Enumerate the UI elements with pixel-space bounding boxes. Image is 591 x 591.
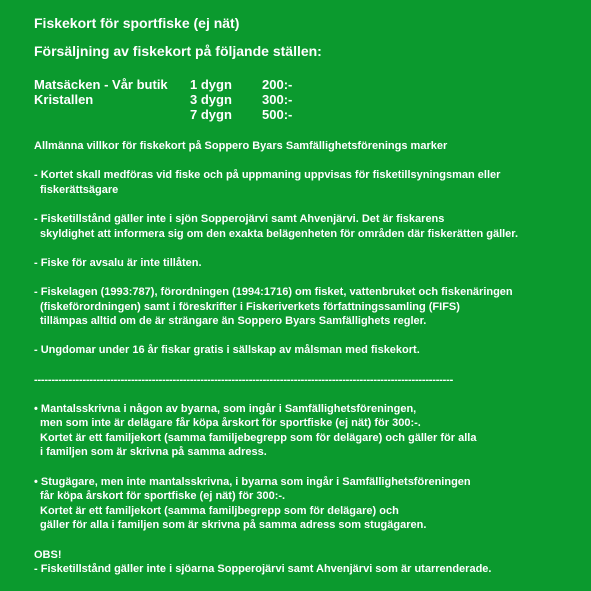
shop-name: Kristallen [34,92,94,107]
price-row [190,77,292,92]
bullet-line: gäller för alla i familjen som är skrivna på samma adress som stugägaren. [40,519,427,532]
price-list [190,77,292,122]
bullet-line: • Stugägare, men inte mantalsskrivna, i byarna som ingår i Samfällighetsföreningen [34,475,471,488]
page-title: Fiskekort för sportfiske (ej nät) [34,15,240,31]
price-amount: 300:- [262,92,293,107]
shop-list [34,77,168,107]
obs-note [34,548,584,577]
obs-label: OBS! [34,548,62,561]
bullet-line: Kortet är ett familjekort (samma familjebegrepp som för delägare) och gäller för alla [40,431,477,444]
bullet-residents [34,402,584,460]
price-duration: 7 dygn [190,107,232,122]
term-line: - Fiske för avsalu är inte tillåten. [34,256,202,269]
term-line: - Ungdomar under 16 år fiskar gratis i sällskap av målsman med fiskekort. [34,344,420,357]
terms-section [34,139,584,577]
bullet-line: Kortet är ett familjekort (samma familjbegrepp som för delägare) och [40,504,399,517]
bullet-line: får köpa årskort för sportfiske (ej nät) för 300:-. [40,490,286,503]
term-line: fiskerättsägare [40,183,119,196]
term-line: - Kortet skall medföras vid fiske och på uppmaning uppvisas för fisketillsyningsman eller [34,169,501,182]
term-line: - Fiskelagen (1993:787), förordningen (1994:1716) om fisket, vattenbruket och fiskenäringen [34,285,513,298]
bullet-cabin-owners [34,475,584,533]
term-law [34,285,584,329]
price-duration: 3 dygn [190,92,232,107]
shop-name: Matsäcken - Vår butik [34,77,168,92]
divider: ------------------------------------------------------------------------------------------------------------------------- [34,373,454,386]
price-amount: 500:- [262,107,293,122]
bullet-line: • Mantalsskrivna i någon av byarna, som ingår i Samfällighetsföreningen, [34,402,417,415]
price-amount: 200:- [262,77,293,92]
price-duration: 1 dygn [190,77,232,92]
price-row [190,107,292,122]
price-row [190,92,292,107]
bullet-line: men som inte är delägare får köpa årskort för sportfiske (ej nät) för 300:-. [40,417,421,430]
term-line: tillämpas alltid om de är strängare än Soppero Byars Samfällighets regler. [40,315,427,328]
term-line: (fiskeförordningen) samt i föreskrifter i Fiskeriverkets författningssamling (FIFS) [40,300,460,313]
term-no-sale [34,256,584,271]
term-card-required [34,168,584,197]
term-youth [34,343,584,358]
term-lake-exception [34,212,584,241]
term-line: - Fisketillstånd gäller inte i sjön Sopperojärvi samt Ahvenjärvi. Det är fiskarens [34,212,445,225]
term-line: skyldighet att informera sig om den exakta belägenheten för områden där fiskerätten gäller. [40,227,519,240]
bullet-line: i familjen som är skrivna på samma adress. [40,446,267,459]
terms-heading: Allmänna villkor för fiskekort på Soppero Byars Samfällighetsförenings marker [34,140,448,152]
obs-text: - Fisketillstånd gäller inte i sjöarna Sopperojärvi samt Ahvenjärvi som är utarrenderade. [34,563,492,576]
page-subtitle: Försäljning av fiskekort på följande ställen: [34,43,322,59]
